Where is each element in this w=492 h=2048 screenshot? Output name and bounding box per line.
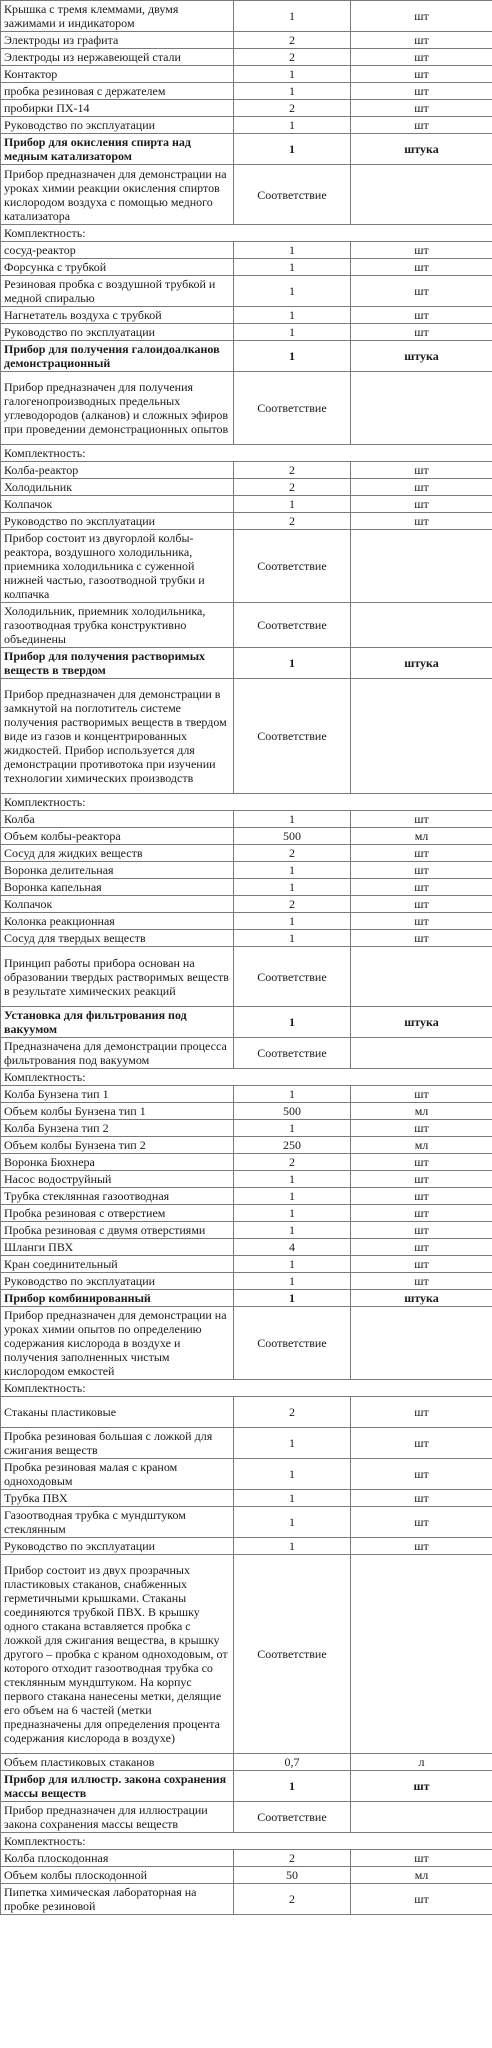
item-name: Объем колбы-реактора xyxy=(1,828,234,845)
unit-value: шт xyxy=(351,1490,492,1507)
item-name: Пробка резиновая с отверстием xyxy=(1,1205,234,1222)
description-text: Прибор предназначен для демонстрации в замкнутой на поглотитель системе получения растворимых веществ в твердом виде из газов и концентрированных жидкостей. Прибор используется для демонстрации противотока при изучении технологии химических производств xyxy=(1,679,234,794)
quantity-value: 1 xyxy=(234,1222,351,1239)
quantity-value: 2 xyxy=(234,1397,351,1428)
item-name: сосуд-реактор xyxy=(1,242,234,259)
quantity-value: 1 xyxy=(234,1,351,32)
compliance-value: Соответствие xyxy=(234,1307,351,1380)
unit-value: штука xyxy=(351,648,492,679)
table-row xyxy=(1,1103,492,1120)
device-title: Прибор для получения галоидоалканов демонстрационный xyxy=(1,341,234,372)
unit-value: мл xyxy=(351,1867,492,1884)
quantity-value: 1 xyxy=(234,496,351,513)
quantity-value: 1 xyxy=(234,341,351,372)
compliance-value: Соответствие xyxy=(234,947,351,1007)
unit-value: шт xyxy=(351,1120,492,1137)
unit-value xyxy=(351,530,492,603)
item-name: Руководство по эксплуатации xyxy=(1,1273,234,1290)
quantity-value: 50 xyxy=(234,1867,351,1884)
description-row xyxy=(1,165,492,225)
quantity-value: 2 xyxy=(234,479,351,496)
unit-value: шт xyxy=(351,879,492,896)
item-name: Стаканы пластиковые xyxy=(1,1397,234,1428)
table-row xyxy=(1,276,492,307)
table-row xyxy=(1,1273,492,1290)
table-row xyxy=(1,930,492,947)
kit-label: Комплектность: xyxy=(1,1380,492,1397)
unit-value: мл xyxy=(351,1103,492,1120)
item-name: Резиновая пробка с воздушной трубкой и медной спиралью xyxy=(1,276,234,307)
item-name: Электроды из нержавеющей стали xyxy=(1,49,234,66)
item-name: Холодильник xyxy=(1,479,234,496)
unit-value: штука xyxy=(351,1290,492,1307)
quantity-value: 1 xyxy=(234,1459,351,1490)
compliance-value: Соответствие xyxy=(234,1038,351,1069)
item-name: Пробка резиновая малая с краном одноходовым xyxy=(1,1459,234,1490)
quantity-value: 0,7 xyxy=(234,1754,351,1771)
unit-value: шт xyxy=(351,49,492,66)
section-header-row xyxy=(1,1007,492,1038)
unit-value: мл xyxy=(351,828,492,845)
description-text: Прибор состоит из двух прозрачных пластиковых стаканов, снабженных герметичными крышками. Стаканы соединяются трубкой ПВХ. В крышку одного стакана вставляется пробка с ложкой для сжигания вещества, в крышку другого – пробка с краном одноходовым, от которого отходит газоотводная трубка со стеклянным мундштуком. На корпус первого стакана нанесены метки, делящие его объем на 6 частей (метки предназначены для определения процента содержания кислорода в воздухе) xyxy=(1,1555,234,1754)
quantity-value: 1 xyxy=(234,1120,351,1137)
description-text: Прибор состоит из двугорлой колбы-реактора, воздушного холодильника, приемника холодильника с суженной нижней частью, газоотводной трубки и колпачка xyxy=(1,530,234,603)
unit-value: шт xyxy=(351,862,492,879)
item-name: Объем пластиковых стаканов xyxy=(1,1754,234,1771)
item-name: Трубка стеклянная газоотводная xyxy=(1,1188,234,1205)
quantity-value: 1 xyxy=(234,1771,351,1802)
quantity-value: 1 xyxy=(234,1188,351,1205)
quantity-value: 2 xyxy=(234,896,351,913)
item-name: Трубка ПВХ xyxy=(1,1490,234,1507)
item-name: Колба плоскодонная xyxy=(1,1850,234,1867)
unit-value xyxy=(351,603,492,648)
kit-label: Комплектность: xyxy=(1,445,492,462)
description-row xyxy=(1,530,492,603)
item-name: Руководство по эксплуатации xyxy=(1,324,234,341)
table-row xyxy=(1,1239,492,1256)
unit-value: шт xyxy=(351,1428,492,1459)
quantity-value: 1 xyxy=(234,1428,351,1459)
item-name: Объем колбы плоскодонной xyxy=(1,1867,234,1884)
compliance-value: Соответствие xyxy=(234,679,351,794)
table-row xyxy=(1,496,492,513)
description-row xyxy=(1,1802,492,1833)
unit-value: шт xyxy=(351,845,492,862)
unit-value: шт xyxy=(351,1771,492,1802)
item-name: Колпачок xyxy=(1,896,234,913)
unit-value: шт xyxy=(351,513,492,530)
item-name: Сосуд для твердых веществ xyxy=(1,930,234,947)
table-row xyxy=(1,896,492,913)
table-row xyxy=(1,83,492,100)
unit-value: шт xyxy=(351,100,492,117)
quantity-value: 500 xyxy=(234,828,351,845)
description-text: Холодильник, приемник холодильника, газоотводная трубка конструктивно объединены xyxy=(1,603,234,648)
quantity-value: 250 xyxy=(234,1137,351,1154)
quantity-value: 1 xyxy=(234,1086,351,1103)
description-row xyxy=(1,372,492,445)
quantity-value: 2 xyxy=(234,32,351,49)
unit-value xyxy=(351,1307,492,1380)
table-row xyxy=(1,1867,492,1884)
quantity-value: 1 xyxy=(234,1490,351,1507)
description-text: Прибор предназначен для получения галогенопроизводных предельных углеводородов (алканов) и сложных эфиров при проведении демонстрационных опытов xyxy=(1,372,234,445)
section-header-row xyxy=(1,134,492,165)
item-name: Контактор xyxy=(1,66,234,83)
kit-header-row xyxy=(1,1380,492,1397)
kit-header-row xyxy=(1,1833,492,1850)
unit-value: шт xyxy=(351,242,492,259)
quantity-value: 1 xyxy=(234,930,351,947)
compliance-value: Соответствие xyxy=(234,1802,351,1833)
table-row xyxy=(1,845,492,862)
table-row xyxy=(1,1188,492,1205)
unit-value: шт xyxy=(351,83,492,100)
item-name: Электроды из графита xyxy=(1,32,234,49)
quantity-value: 2 xyxy=(234,49,351,66)
quantity-value: 1 xyxy=(234,307,351,324)
unit-value: шт xyxy=(351,1188,492,1205)
table-row xyxy=(1,1,492,32)
description-text: Предназначена для демонстрации процесса фильтрования под вакуумом xyxy=(1,1038,234,1069)
unit-value: шт xyxy=(351,1850,492,1867)
table-row xyxy=(1,1538,492,1555)
unit-value xyxy=(351,947,492,1007)
compliance-value: Соответствие xyxy=(234,1555,351,1754)
quantity-value: 1 xyxy=(234,117,351,134)
table-row xyxy=(1,1154,492,1171)
unit-value: шт xyxy=(351,117,492,134)
quantity-value: 1 xyxy=(234,913,351,930)
item-name: Колба Бунзена тип 2 xyxy=(1,1120,234,1137)
unit-value: шт xyxy=(351,259,492,276)
section-header-row xyxy=(1,1290,492,1307)
quantity-value: 1 xyxy=(234,879,351,896)
kit-header-row xyxy=(1,445,492,462)
table-row xyxy=(1,828,492,845)
quantity-value: 1 xyxy=(234,1290,351,1307)
item-name: Форсунка с трубкой xyxy=(1,259,234,276)
table-row xyxy=(1,49,492,66)
item-name: Шланги ПВХ xyxy=(1,1239,234,1256)
table-row xyxy=(1,862,492,879)
compliance-value: Соответствие xyxy=(234,603,351,648)
item-name: Воронка Бюхнера xyxy=(1,1154,234,1171)
unit-value: шт xyxy=(351,1256,492,1273)
kit-label: Комплектность: xyxy=(1,225,492,242)
compliance-value: Соответствие xyxy=(234,165,351,225)
kit-header-row xyxy=(1,794,492,811)
unit-value: штука xyxy=(351,341,492,372)
device-title: Установка для фильтрования под вакуумом xyxy=(1,1007,234,1038)
description-text: Принцип работы прибора основан на образовании твердых растворимых веществ в результате химических реакций xyxy=(1,947,234,1007)
compliance-value: Соответствие xyxy=(234,372,351,445)
quantity-value: 1 xyxy=(234,811,351,828)
device-title: Прибор комбинированный xyxy=(1,1290,234,1307)
table-row xyxy=(1,462,492,479)
unit-value: шт xyxy=(351,1205,492,1222)
table-row xyxy=(1,242,492,259)
quantity-value: 1 xyxy=(234,259,351,276)
item-name: Колба-реактор xyxy=(1,462,234,479)
quantity-value: 1 xyxy=(234,1205,351,1222)
specification-table-body xyxy=(1,1,492,1915)
quantity-value: 1 xyxy=(234,1007,351,1038)
table-row xyxy=(1,1171,492,1188)
quantity-value: 1 xyxy=(234,862,351,879)
unit-value: л xyxy=(351,1754,492,1771)
item-name: Объем колбы Бунзена тип 2 xyxy=(1,1137,234,1154)
unit-value: шт xyxy=(351,479,492,496)
quantity-value: 1 xyxy=(234,134,351,165)
table-row xyxy=(1,1222,492,1239)
unit-value: шт xyxy=(351,307,492,324)
kit-header-row xyxy=(1,225,492,242)
quantity-value: 4 xyxy=(234,1239,351,1256)
description-row xyxy=(1,1307,492,1380)
unit-value: штука xyxy=(351,1007,492,1038)
table-row xyxy=(1,1884,492,1915)
quantity-value: 1 xyxy=(234,1171,351,1188)
kit-label: Комплектность: xyxy=(1,1069,492,1086)
unit-value: шт xyxy=(351,1171,492,1188)
table-row xyxy=(1,811,492,828)
table-row xyxy=(1,1205,492,1222)
unit-value: шт xyxy=(351,1086,492,1103)
unit-value xyxy=(351,1555,492,1754)
quantity-value: 1 xyxy=(234,1256,351,1273)
table-row xyxy=(1,324,492,341)
description-text: Прибор предназначен для демонстрации на уроках химии реакции окисления спиртов кислородом воздуха с помощью медного катализатора xyxy=(1,165,234,225)
item-name: Пробка резиновая большая с ложкой для сжигания веществ xyxy=(1,1428,234,1459)
table-row xyxy=(1,117,492,134)
device-title: Прибор для получения растворимых веществ в твердом xyxy=(1,648,234,679)
unit-value xyxy=(351,165,492,225)
unit-value xyxy=(351,1802,492,1833)
compliance-value: Соответствие xyxy=(234,530,351,603)
quantity-value: 2 xyxy=(234,462,351,479)
item-name: Колпачок xyxy=(1,496,234,513)
table-row xyxy=(1,1490,492,1507)
unit-value: шт xyxy=(351,324,492,341)
unit-value: шт xyxy=(351,1459,492,1490)
item-name: Газоотводная трубка с мундштуком стеклянным xyxy=(1,1507,234,1538)
unit-value: шт xyxy=(351,1239,492,1256)
description-row xyxy=(1,603,492,648)
table-row xyxy=(1,1137,492,1154)
item-name: Пипетка химическая лабораторная на пробке резиновой xyxy=(1,1884,234,1915)
item-name: Колба xyxy=(1,811,234,828)
unit-value: шт xyxy=(351,896,492,913)
quantity-value: 1 xyxy=(234,324,351,341)
quantity-value: 500 xyxy=(234,1103,351,1120)
quantity-value: 1 xyxy=(234,1538,351,1555)
table-row xyxy=(1,913,492,930)
item-name: Пробка резиновая с двумя отверстиями xyxy=(1,1222,234,1239)
description-row xyxy=(1,679,492,794)
quantity-value: 1 xyxy=(234,1507,351,1538)
description-text: Прибор предназначен для иллюстрации закона сохранения массы веществ xyxy=(1,1802,234,1833)
table-row xyxy=(1,1507,492,1538)
table-row xyxy=(1,479,492,496)
table-row xyxy=(1,1754,492,1771)
quantity-value: 2 xyxy=(234,1850,351,1867)
table-row xyxy=(1,32,492,49)
unit-value: шт xyxy=(351,1538,492,1555)
description-row xyxy=(1,947,492,1007)
quantity-value: 1 xyxy=(234,1273,351,1290)
quantity-value: 1 xyxy=(234,276,351,307)
unit-value: шт xyxy=(351,811,492,828)
table-row xyxy=(1,1459,492,1490)
table-row xyxy=(1,1428,492,1459)
unit-value: мл xyxy=(351,1137,492,1154)
quantity-value: 2 xyxy=(234,100,351,117)
description-row xyxy=(1,1555,492,1754)
section-header-row xyxy=(1,341,492,372)
item-name: Колба Бунзена тип 1 xyxy=(1,1086,234,1103)
item-name: Кран соединительный xyxy=(1,1256,234,1273)
unit-value xyxy=(351,679,492,794)
kit-label: Комплектность: xyxy=(1,794,492,811)
unit-value: шт xyxy=(351,276,492,307)
item-name: Насос водоструйный xyxy=(1,1171,234,1188)
quantity-value: 1 xyxy=(234,242,351,259)
table-row xyxy=(1,1850,492,1867)
unit-value xyxy=(351,1038,492,1069)
description-row xyxy=(1,1038,492,1069)
item-name: Колонка реакционная xyxy=(1,913,234,930)
quantity-value: 2 xyxy=(234,1884,351,1915)
section-header-row xyxy=(1,648,492,679)
quantity-value: 2 xyxy=(234,845,351,862)
table-row xyxy=(1,1086,492,1103)
unit-value: шт xyxy=(351,496,492,513)
device-title: Прибор для окисления спирта над медным катализатором xyxy=(1,134,234,165)
quantity-value: 2 xyxy=(234,513,351,530)
unit-value: шт xyxy=(351,1154,492,1171)
item-name: Руководство по эксплуатации xyxy=(1,117,234,134)
table-row xyxy=(1,1397,492,1428)
device-title: Прибор для иллюстр. закона сохранения массы веществ xyxy=(1,1771,234,1802)
unit-value: шт xyxy=(351,930,492,947)
table-row xyxy=(1,1256,492,1273)
item-name: Руководство по эксплуатации xyxy=(1,1538,234,1555)
item-name: пробка резиновая с держателем xyxy=(1,83,234,100)
item-name: Воронка делительная xyxy=(1,862,234,879)
item-name: Руководство по эксплуатации xyxy=(1,513,234,530)
unit-value: шт xyxy=(351,1507,492,1538)
item-name: Воронка капельная xyxy=(1,879,234,896)
item-name: Нагнетатель воздуха с трубкой xyxy=(1,307,234,324)
quantity-value: 1 xyxy=(234,648,351,679)
description-text: Прибор предназначен для демонстрации на уроках химии опытов по определению содержания кислорода в воздухе и получения заполненных чистым кислородом емкостей xyxy=(1,1307,234,1380)
table-row xyxy=(1,1120,492,1137)
item-name: Объем колбы Бунзена тип 1 xyxy=(1,1103,234,1120)
quantity-value: 2 xyxy=(234,1154,351,1171)
unit-value: шт xyxy=(351,1,492,32)
item-name: Крышка с тремя клеммами, двумя зажимами и индикатором xyxy=(1,1,234,32)
section-header-row xyxy=(1,1771,492,1802)
item-name: пробирки ПХ-14 xyxy=(1,100,234,117)
unit-value: шт xyxy=(351,913,492,930)
quantity-value: 1 xyxy=(234,83,351,100)
table-row xyxy=(1,66,492,83)
table-row xyxy=(1,100,492,117)
table-row xyxy=(1,513,492,530)
unit-value: шт xyxy=(351,32,492,49)
item-name: Сосуд для жидких веществ xyxy=(1,845,234,862)
unit-value: штука xyxy=(351,134,492,165)
table-row xyxy=(1,307,492,324)
unit-value: шт xyxy=(351,462,492,479)
unit-value: шт xyxy=(351,1273,492,1290)
kit-header-row xyxy=(1,1069,492,1086)
kit-label: Комплектность: xyxy=(1,1833,492,1850)
quantity-value: 1 xyxy=(234,66,351,83)
unit-value xyxy=(351,372,492,445)
unit-value: шт xyxy=(351,1397,492,1428)
unit-value: шт xyxy=(351,1884,492,1915)
unit-value: шт xyxy=(351,1222,492,1239)
table-row xyxy=(1,259,492,276)
table-row xyxy=(1,879,492,896)
unit-value: шт xyxy=(351,66,492,83)
